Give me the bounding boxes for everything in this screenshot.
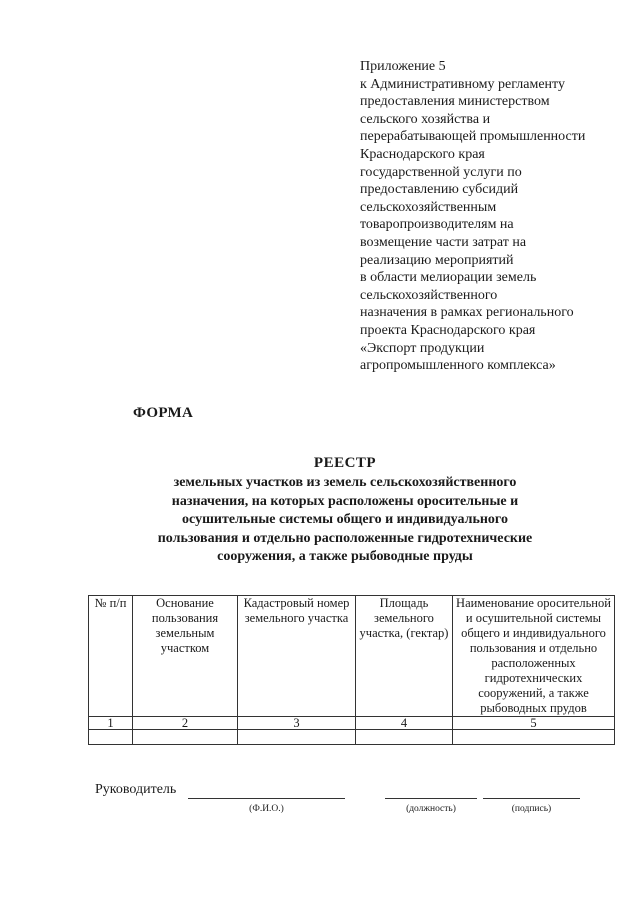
header-cell-system-name: Наименование оросительной и осушительной системы общего и индивидуального пользования и отдельно расположенных гидротехнических сооружений, а также рыбоводных прудов [453,596,615,717]
position-caption: (должность) [406,804,456,814]
header-cell-cadastral: Кадастровый номер земельного участка [238,596,356,717]
appendix-line: в области мелиорации земель [360,270,537,286]
title-line: земельных участков из земель сельскохозяйственного [173,475,517,490]
appendix-block [360,58,630,375]
title-line: сооружения, а также рыбоводные пруды [217,549,473,564]
appendix-line: сельскохозяйственного [360,287,498,303]
appendix-line: перерабатывающей промышленности [360,129,586,145]
empty-cell[interactable] [133,730,238,745]
appendix-line: агропромышленного комплекса» [360,358,556,374]
appendix-line: сельского хозяйства и [360,111,491,127]
empty-data-row [89,730,615,745]
empty-cell[interactable] [89,730,133,745]
appendix-line: реализацию мероприятий [360,252,514,268]
appendix-line: назначения в рамках регионального [360,305,574,321]
appendix-line: Краснодарского края [360,146,485,162]
appendix-line: предоставлению субсидий [360,182,519,198]
signature-block [95,780,615,820]
column-number: 4 [356,717,453,730]
empty-cell[interactable] [356,730,453,745]
signature-caption: (подпись) [511,804,552,814]
appendix-line: «Экспорт продукции [360,340,485,356]
name-line[interactable] [188,798,345,799]
column-number-row [89,717,615,730]
column-number: 3 [238,717,356,730]
appendix-line: Приложение 5 [360,59,446,74]
table-header-row [89,596,615,717]
empty-cell[interactable] [238,730,356,745]
header-cell-number: № п/п [89,596,133,717]
registry-table [88,595,615,745]
appendix-line: предоставления министерством [360,94,550,110]
form-label: ФОРМА [133,405,194,421]
appendix-line: государственной услуги по [360,164,522,180]
title-line: пользования и отдельно расположенные гидротехнические [157,530,533,546]
signature-line[interactable] [483,798,580,799]
appendix-line: к Административному регламенту [360,76,565,92]
appendix-line: возмещение части затрат на [360,234,527,250]
registry-heading: РЕЕСТР [313,455,377,471]
empty-cell[interactable] [453,730,615,745]
appendix-line: сельскохозяйственным [360,199,497,215]
column-number: 2 [133,717,238,730]
appendix-line: товаропроизводителям на [360,217,514,233]
position-line[interactable] [385,798,477,799]
header-cell-area: Площадь земельного участка, (гектар) [356,596,453,717]
title-line: назначения, на которых расположены оросительные и [171,493,519,509]
document-title [120,455,570,567]
appendix-line: проекта Краснодарского края [360,322,536,338]
header-cell-basis: Основание пользования земельным участком [133,596,238,717]
column-number: 5 [453,717,615,730]
name-caption: (Ф.И.О.) [249,804,284,814]
title-line: осушительные системы общего и индивидуального [182,512,508,527]
column-number: 1 [89,717,133,730]
signature-label: Руководитель [95,782,177,797]
